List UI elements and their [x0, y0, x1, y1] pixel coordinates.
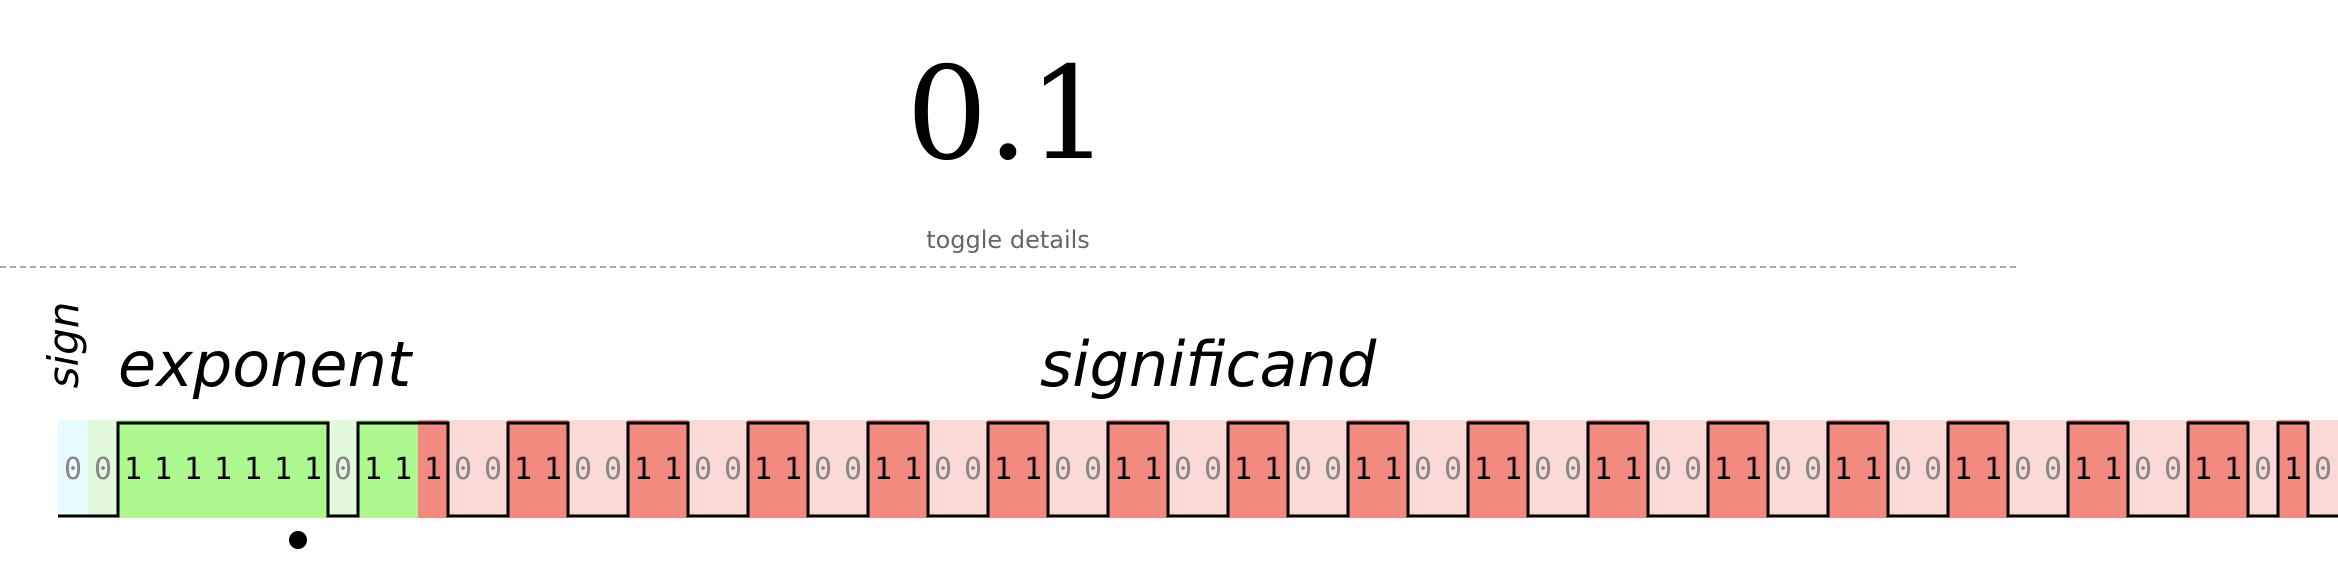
significand-bit-40: 1	[1618, 420, 1648, 518]
significand-bit-30: 0	[1318, 420, 1348, 518]
significand-bit-5: 0	[568, 420, 598, 518]
exponent-bit-3: 1	[178, 420, 208, 518]
exponent-bit-10: 1	[388, 420, 418, 518]
significand-bit-12: 1	[778, 420, 808, 518]
significand-bit-28: 1	[1258, 420, 1288, 518]
significand-bit-42: 0	[1678, 420, 1708, 518]
significand-bit-3: 1	[508, 420, 538, 518]
significand-bit-10: 0	[718, 420, 748, 518]
significand-bit-36: 1	[1498, 420, 1528, 518]
significand-bit-21: 0	[1048, 420, 1078, 518]
significand-bit-24: 1	[1138, 420, 1168, 518]
significand-bit-14: 0	[838, 420, 868, 518]
significand-bit-62: 1	[2278, 420, 2308, 518]
significand-bit-4: 1	[538, 420, 568, 518]
significand-bit-61: 0	[2248, 420, 2278, 518]
significand-bit-26: 0	[1198, 420, 1228, 518]
significand-bit-50: 0	[1918, 420, 1948, 518]
significand-bit-37: 0	[1528, 420, 1558, 518]
significand-bit-54: 0	[2038, 420, 2068, 518]
significand-bit-1: 0	[448, 420, 478, 518]
exponent-bit-8: 0	[328, 420, 358, 518]
significand-bit-7: 1	[628, 420, 658, 518]
sign-label: sign	[39, 301, 88, 389]
bit-strip	[58, 420, 2333, 518]
significand-bit-33: 0	[1408, 420, 1438, 518]
significand-bit-58: 0	[2158, 420, 2188, 518]
significand-bit-31: 1	[1348, 420, 1378, 518]
significand-bit-48: 1	[1858, 420, 1888, 518]
significand-bit-57: 0	[2128, 420, 2158, 518]
significand-bit-20: 1	[1018, 420, 1048, 518]
significand-bit-25: 0	[1168, 420, 1198, 518]
exponent-bit-6: 1	[268, 420, 298, 518]
significand-bit-11: 1	[748, 420, 778, 518]
exponent-bit-0: 0	[88, 420, 118, 518]
significand-bit-0: 1	[418, 420, 448, 518]
significand-bit-52: 1	[1978, 420, 2008, 518]
significand-bit-35: 1	[1468, 420, 1498, 518]
significand-bit-22: 0	[1078, 420, 1108, 518]
significand-bit-2: 0	[478, 420, 508, 518]
significand-bit-46: 0	[1798, 420, 1828, 518]
significand-bit-51: 1	[1948, 420, 1978, 518]
significand-bit-9: 0	[688, 420, 718, 518]
significand-bit-49: 0	[1888, 420, 1918, 518]
exponent-bit-4: 1	[208, 420, 238, 518]
significand-bit-53: 0	[2008, 420, 2038, 518]
exponent-label: exponent	[118, 328, 412, 401]
significand-bit-6: 0	[598, 420, 628, 518]
significand-bit-60: 1	[2218, 420, 2248, 518]
significand-bit-47: 1	[1828, 420, 1858, 518]
significand-bit-41: 0	[1648, 420, 1678, 518]
significand-bit-18: 0	[958, 420, 988, 518]
significand-bit-15: 1	[868, 420, 898, 518]
position-marker-dot	[289, 531, 307, 549]
significand-bit-13: 0	[808, 420, 838, 518]
value-display: 0.1	[906, 40, 1110, 189]
significand-bit-59: 1	[2188, 420, 2218, 518]
exponent-bit-5: 1	[238, 420, 268, 518]
exponent-bit-7: 1	[298, 420, 328, 518]
exponent-bit-2: 1	[148, 420, 178, 518]
significand-bit-43: 1	[1708, 420, 1738, 518]
significand-bit-34: 0	[1438, 420, 1468, 518]
significand-bit-27: 1	[1228, 420, 1258, 518]
sign-bit-0: 0	[58, 420, 88, 518]
significand-bit-29: 0	[1288, 420, 1318, 518]
significand-bit-23: 1	[1108, 420, 1138, 518]
exponent-bit-1: 1	[118, 420, 148, 518]
significand-bit-38: 0	[1558, 420, 1588, 518]
significand-bit-39: 1	[1588, 420, 1618, 518]
significand-bit-45: 0	[1768, 420, 1798, 518]
significand-bit-44: 1	[1738, 420, 1768, 518]
significand-label: significand	[1040, 328, 1377, 401]
exponent-bit-9: 1	[358, 420, 388, 518]
significand-bit-63: 0	[2308, 420, 2338, 518]
toggle-details-link[interactable]: toggle details	[926, 226, 1090, 254]
dashed-divider	[0, 266, 2016, 268]
significand-bit-8: 1	[658, 420, 688, 518]
significand-bit-56: 1	[2098, 420, 2128, 518]
significand-bit-16: 1	[898, 420, 928, 518]
significand-bit-19: 1	[988, 420, 1018, 518]
significand-bit-32: 1	[1378, 420, 1408, 518]
significand-bit-55: 1	[2068, 420, 2098, 518]
significand-bit-17: 0	[928, 420, 958, 518]
